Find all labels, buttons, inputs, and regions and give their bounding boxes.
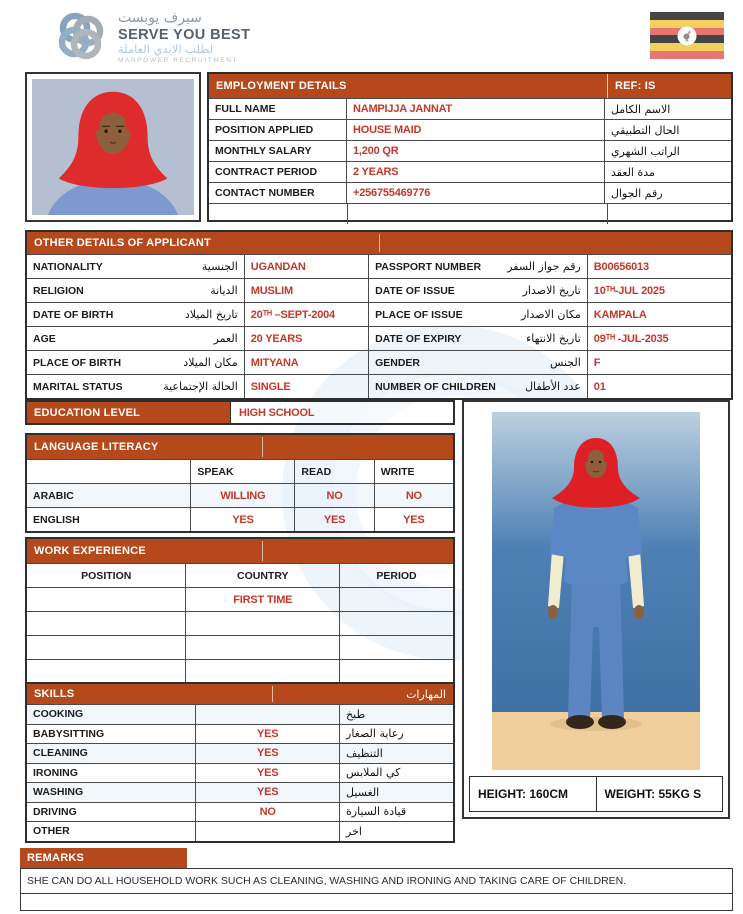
field-value: 09ᵀᴴ -JUL-2035	[587, 327, 731, 350]
field-value	[27, 612, 185, 635]
skill-value: YES	[195, 783, 339, 802]
skill-label-arabic: كي الملابس	[339, 764, 453, 783]
column-header: POSITION	[81, 569, 132, 582]
work-experience-title	[27, 539, 453, 563]
column-header: READ	[294, 460, 373, 483]
applicant-fullbody-photo	[492, 412, 700, 770]
skill-label-arabic: طبخ	[339, 705, 453, 724]
column-header: SPEAK	[190, 460, 294, 483]
field-value	[339, 636, 453, 659]
table-row	[209, 119, 731, 140]
field-value	[339, 612, 453, 635]
field-value: MUSLIM	[244, 279, 368, 302]
remarks-text: SHE CAN DO ALL HOUSEHOLD WORK SUCH AS CLEANING, WASHING AND IRONING AND TAKING CARE OF CHILDREN.	[20, 868, 733, 894]
field-value: 2 YEARS	[346, 162, 604, 182]
field-value: YES	[294, 508, 373, 531]
table-row	[27, 326, 731, 350]
field-label-arabic: الحالة الإجتماعية	[163, 380, 238, 393]
section-title-text: LANGUAGE LITERACY	[34, 441, 159, 453]
skill-value	[195, 705, 339, 724]
height-value: HEIGHT: 160CM	[478, 787, 569, 801]
table-row	[27, 254, 731, 278]
column-header: PERIOD	[339, 564, 453, 587]
agency-tagline: MANPOWER RECRUITMENT	[118, 56, 239, 64]
table-row	[27, 763, 453, 783]
skill-value: YES	[195, 725, 339, 744]
field-label-arabic: رقم الجوال	[604, 183, 731, 203]
field-label-arabic: عدد الأطفال	[525, 380, 581, 393]
language-literacy-table	[25, 433, 455, 533]
field-value: 10ᵀᴴ-JUL 2025	[587, 279, 731, 302]
table-row	[27, 374, 731, 398]
employment-details-header	[209, 74, 731, 98]
skill-value: YES	[195, 744, 339, 763]
field-label: NUMBER OF CHILDREN	[375, 380, 496, 393]
header-divider	[262, 437, 263, 457]
crested-crane-emblem-icon	[678, 26, 697, 45]
education-level-value: HIGH SCHOOL	[230, 402, 453, 423]
field-label: RELIGION	[33, 284, 84, 297]
skill-label: OTHER	[33, 825, 70, 838]
work-experience-table	[25, 537, 455, 685]
skill-label: IRONING	[33, 766, 78, 779]
field-label-arabic: مدة العقد	[604, 162, 731, 182]
field-label: PASSPORT NUMBER	[375, 260, 482, 273]
employment-details-table	[207, 72, 733, 222]
table-row	[27, 743, 453, 763]
skill-label-arabic: التنظيف	[339, 744, 453, 763]
field-value	[185, 636, 339, 659]
field-value: MITYANA	[244, 351, 368, 374]
table-row	[209, 98, 731, 119]
table-row	[27, 611, 453, 635]
skill-label: BABYSITTING	[33, 727, 105, 740]
applicant-portrait-photo	[25, 72, 201, 222]
field-value: 20 YEARS	[244, 327, 368, 350]
table-row	[209, 140, 731, 161]
field-label: POSITION APPLIED	[215, 124, 314, 136]
field-label-arabic: الديانة	[210, 284, 238, 297]
header-divider	[379, 234, 380, 252]
language-label: ARABIC	[33, 489, 74, 502]
applicant-fullbody-photo-box	[462, 400, 730, 819]
column-header: COUNTRY	[185, 564, 339, 587]
remarks-section	[20, 848, 733, 911]
field-label: DATE OF EXPIRY	[375, 332, 462, 345]
field-value: SINGLE	[244, 375, 368, 398]
education-level-label: EDUCATION LEVEL	[27, 402, 230, 423]
skill-value: YES	[195, 764, 339, 783]
table-row	[27, 724, 453, 744]
weight-value: WEIGHT: 55KG S	[596, 777, 723, 811]
skill-label-arabic: الغسيل	[339, 783, 453, 802]
field-value: NO	[294, 484, 373, 507]
table-row	[27, 302, 731, 326]
table-row	[209, 161, 731, 182]
table-row	[27, 659, 453, 683]
language-literacy-title	[27, 435, 453, 459]
physical-stats-row	[469, 776, 723, 812]
language-label: ENGLISH	[33, 513, 80, 526]
uganda-flag-icon	[650, 12, 724, 59]
field-label: PLACE OF ISSUE	[375, 308, 463, 321]
table-row	[27, 278, 731, 302]
field-value	[27, 588, 185, 611]
field-value: 01	[587, 375, 731, 398]
field-value: FIRST TIME	[185, 588, 339, 611]
skill-label: WASHING	[33, 786, 84, 799]
skill-label: CLEANING	[33, 747, 88, 760]
field-label: AGE	[33, 332, 56, 345]
skill-value	[195, 822, 339, 841]
header-divider	[272, 686, 273, 702]
field-label: MARITAL STATUS	[33, 380, 123, 393]
skills-table	[25, 682, 455, 843]
table-empty-row	[209, 203, 731, 224]
column-header-row	[27, 459, 453, 483]
table-row	[27, 483, 453, 507]
field-value: NAMPIJJA JANNAT	[346, 99, 604, 119]
skill-label: DRIVING	[33, 805, 77, 818]
field-value	[27, 660, 185, 683]
remarks-title: REMARKS	[20, 848, 187, 868]
agency-name: SERVE YOU BEST	[118, 26, 251, 43]
agency-name-arabic: سيرف يوبست	[118, 9, 202, 26]
field-value: +256755469776	[346, 183, 604, 203]
table-row	[27, 507, 453, 531]
remarks-empty-row	[20, 894, 733, 911]
field-value: 20ᵀᴴ –SEPT-2004	[244, 303, 368, 326]
skill-value: NO	[195, 803, 339, 822]
table-row	[27, 802, 453, 822]
field-label-arabic: تاريخ الميلاد	[184, 308, 238, 321]
field-value: YES	[374, 508, 453, 531]
field-label: GENDER	[375, 356, 420, 369]
field-label-arabic: تاريخ الاصدار	[522, 284, 581, 297]
field-label: DATE OF ISSUE	[375, 284, 455, 297]
skills-title	[27, 684, 453, 704]
field-label-arabic: الراتب الشهري	[604, 141, 731, 161]
column-header-row	[27, 563, 453, 587]
employment-details-title: EMPLOYMENT DETAILS	[209, 74, 607, 98]
table-row	[27, 635, 453, 659]
field-label-arabic: تاريخ الانتهاء	[526, 332, 581, 345]
field-label: CONTACT NUMBER	[215, 187, 315, 199]
other-details-table	[25, 230, 733, 400]
field-value: UGANDAN	[244, 255, 368, 278]
field-value	[27, 636, 185, 659]
agency-tagline-arabic: لطلب الايدي العاملة	[118, 41, 214, 56]
field-value: F	[587, 351, 731, 374]
skill-label: COOKING	[33, 708, 84, 721]
agency-logo-text	[118, 11, 250, 64]
field-value: HOUSE MAID	[346, 120, 604, 140]
field-value: WILLING	[190, 484, 294, 507]
field-label: NATIONALITY	[33, 260, 103, 273]
employment-ref-badge: REF: IS	[607, 74, 731, 98]
column-header: WRITE	[374, 460, 453, 483]
header-divider	[262, 541, 263, 561]
field-value: 1,200 QR	[346, 141, 604, 161]
field-label-arabic: مكان الاصدار	[521, 308, 581, 321]
section-title-text: WORK EXPERIENCE	[34, 545, 146, 557]
field-label: MONTHLY SALARY	[215, 145, 312, 157]
table-row	[27, 587, 453, 611]
table-row	[27, 704, 453, 724]
section-title-text: OTHER DETAILS OF APPLICANT	[34, 237, 211, 249]
field-label: CONTRACT PERIOD	[215, 166, 318, 178]
table-row	[27, 782, 453, 802]
field-label-arabic: الحال التطبيقي	[604, 120, 731, 140]
field-label: FULL NAME	[215, 103, 276, 115]
table-row	[27, 821, 453, 841]
skills-title-arabic: المهارات	[406, 687, 446, 701]
field-label: DATE OF BIRTH	[33, 308, 114, 321]
field-value: NO	[374, 484, 453, 507]
education-level-row	[25, 400, 455, 425]
field-value	[339, 660, 453, 683]
field-label-arabic: العمر	[213, 332, 238, 345]
field-value	[339, 588, 453, 611]
table-row	[27, 350, 731, 374]
field-value: YES	[190, 508, 294, 531]
skill-label-arabic: اخر	[339, 822, 453, 841]
section-title-text: SKILLS	[34, 688, 75, 700]
field-label-arabic: الجنس	[549, 356, 581, 369]
skill-label-arabic: رعاية الصغار	[339, 725, 453, 744]
table-row	[209, 182, 731, 203]
field-value	[185, 660, 339, 683]
field-label-arabic: الجنسية	[201, 260, 238, 273]
other-details-title	[27, 232, 731, 254]
field-label-arabic: الاسم الكامل	[604, 99, 731, 119]
skill-label-arabic: قيادة السيارة	[339, 803, 453, 822]
field-value: KAMPALA	[587, 303, 731, 326]
field-label-arabic: رقم جواز السفر	[507, 260, 581, 273]
agency-logo	[52, 6, 250, 69]
field-value	[185, 612, 339, 635]
knot-logo-icon	[52, 6, 110, 69]
field-label: PLACE OF BIRTH	[33, 356, 122, 369]
field-label-arabic: مكان الميلاد	[183, 356, 238, 369]
field-value: B00656013	[587, 255, 731, 278]
